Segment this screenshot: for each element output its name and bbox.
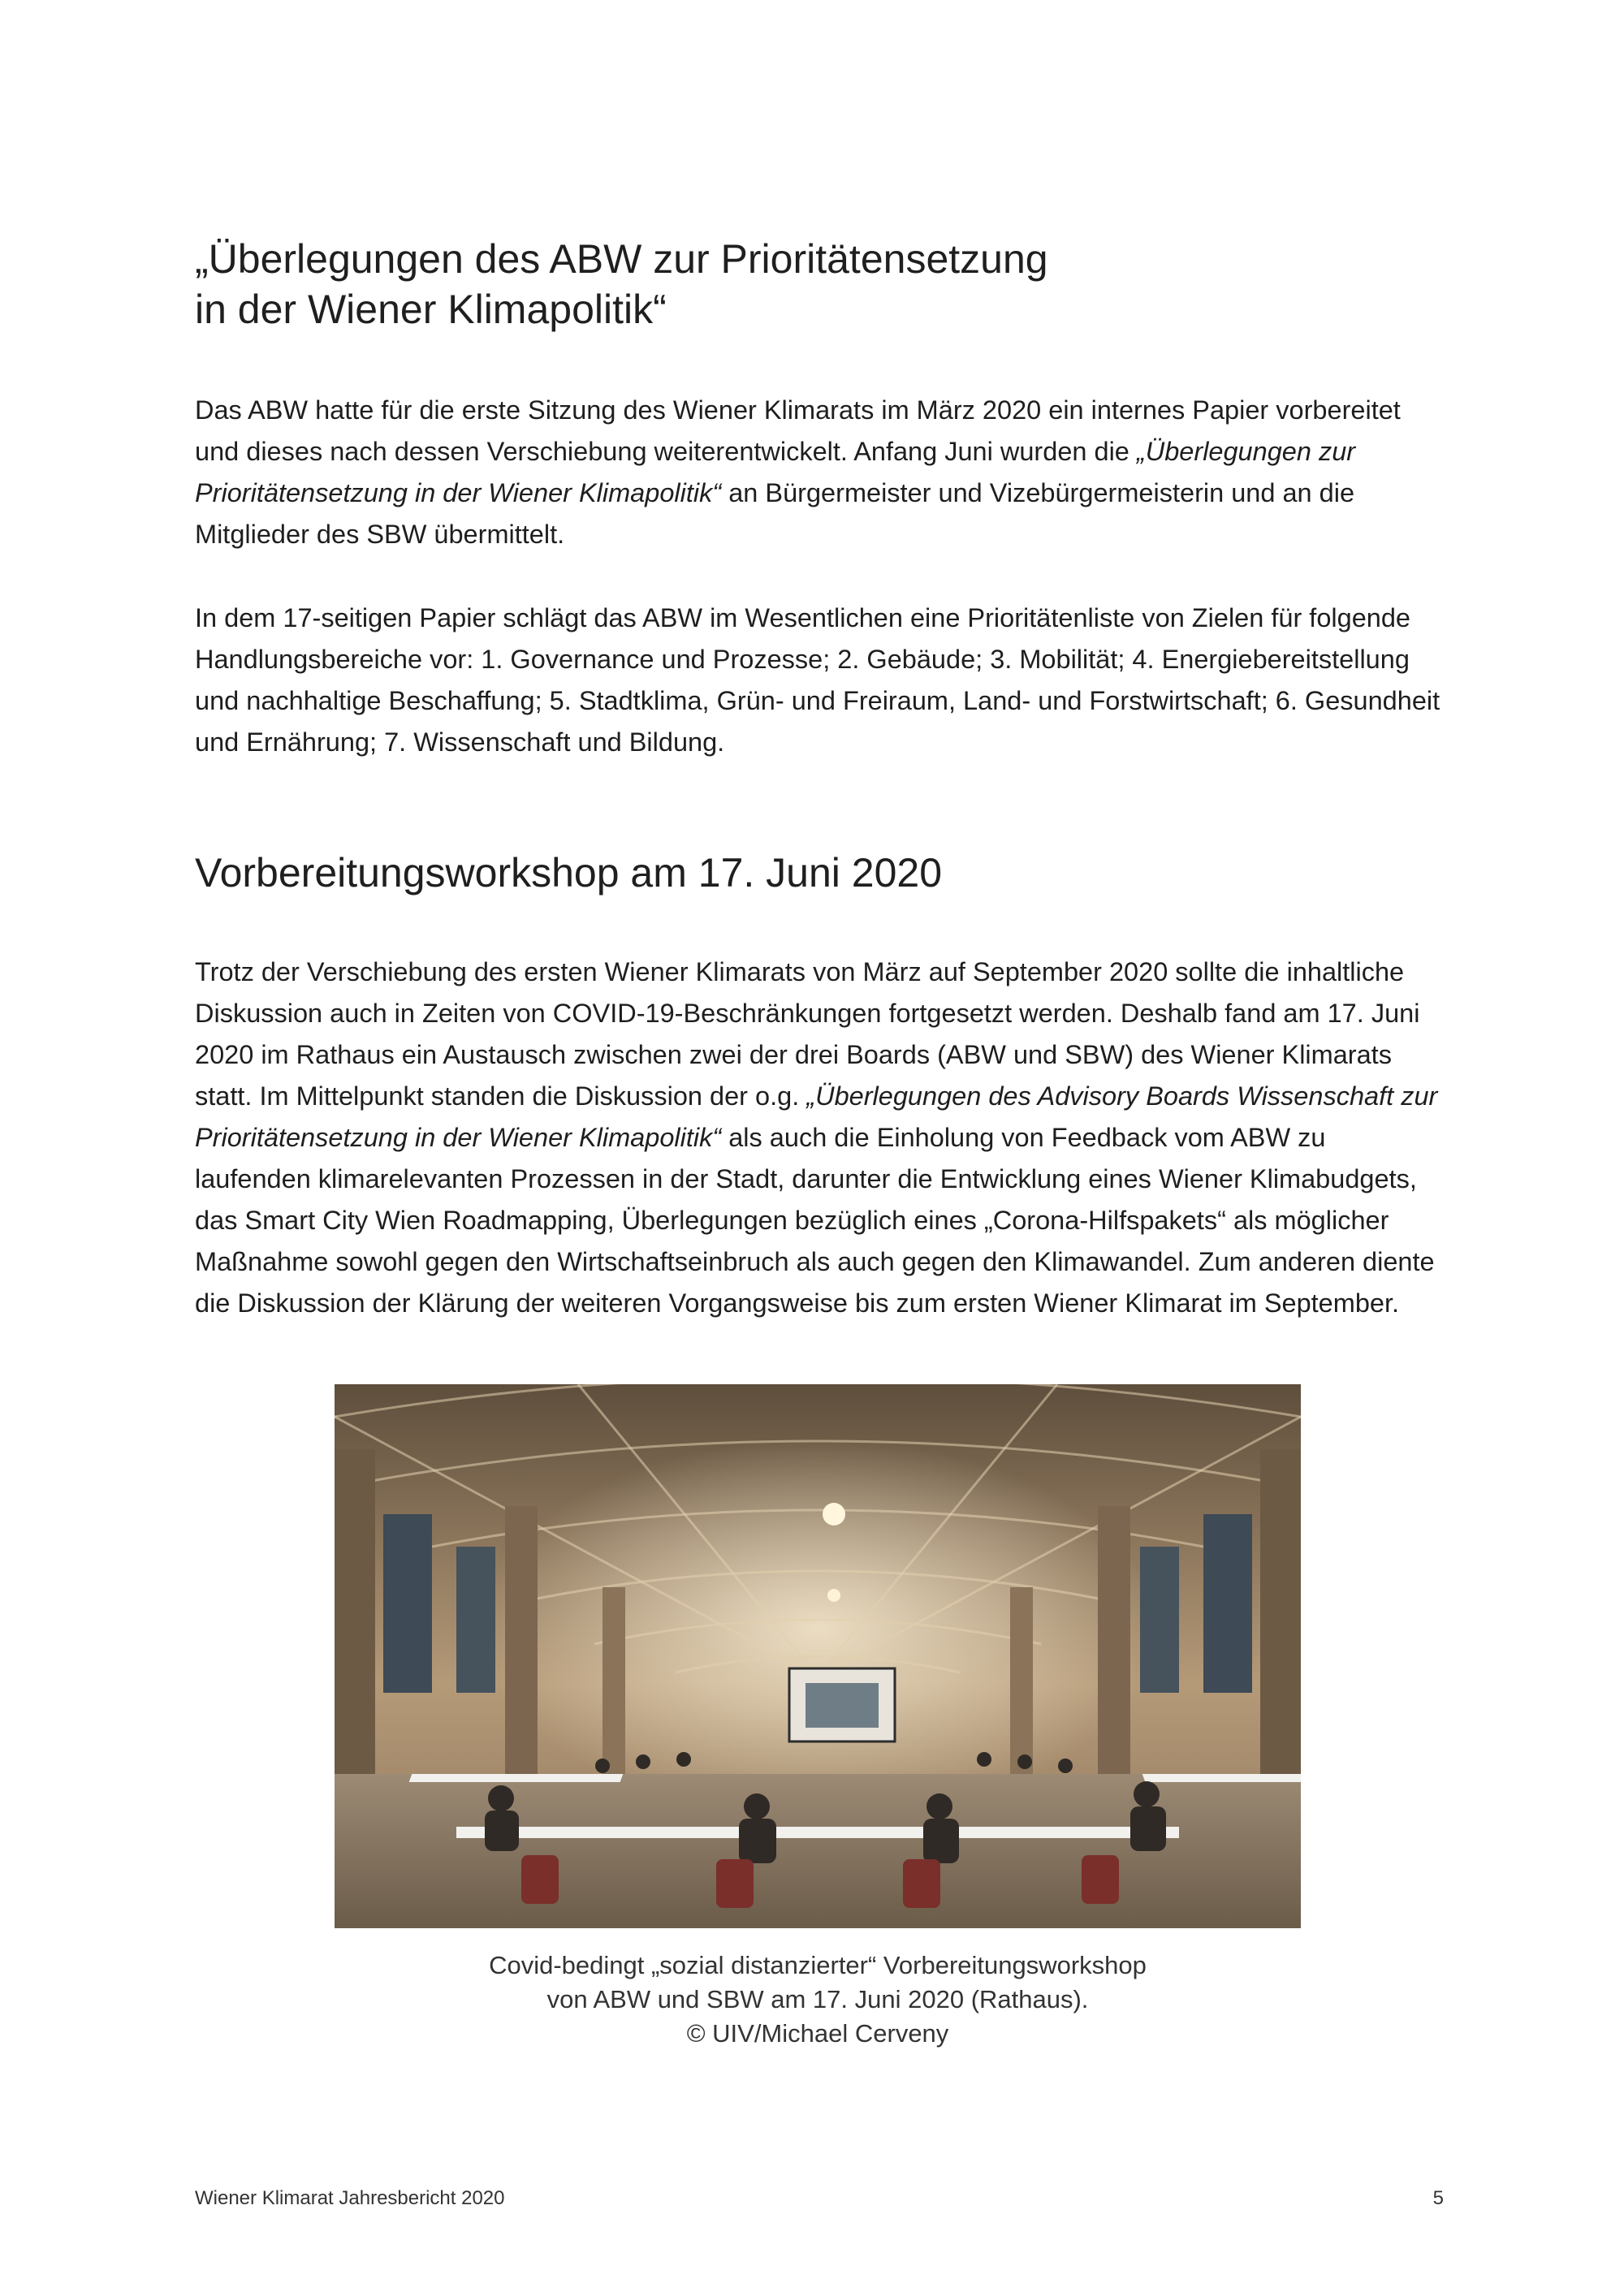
workshop-photo [335,1384,1301,1928]
paragraph-priority-list: In dem 17-seitigen Papier schlägt das ABW im Wesentlichen eine Prioritätenliste von Zielen für folgende Handlungsbereiche vor: 1. Governance und Prozesse; 2. Gebäude; 3. Mobilität; 4. Energiebereitstellung und nachhaltige Beschaffung; 5. Stadtklima, Grün- und Freiraum, Land- und Forstwirtschaft; 6. Gesundheit und Ernährung; 7. Wissenschaft und Bildung. [195,603,1440,757]
section-heading-priorities [195,234,1445,334]
caption-credit: © UIV/Michael Cerveny [686,2019,949,2048]
heading-line-2: in der Wiener Klimapolitik“ [195,287,667,332]
page-number: 5 [1432,2187,1444,2209]
paragraph-workshop [195,952,1445,1324]
paragraph-abw-paper [195,390,1445,555]
paragraph-text: an Bürgermeister und Vizebürgermeisterin und an die Mitglieder des SBW übermittelt. [195,478,1355,549]
paragraph-emphasis: „Überlegungen zur Prioritätensetzung in der Wiener Klimapolitik“ [195,437,1356,507]
caption-line-1: Covid-bedingt „sozial distanzierter“ Vorbereitungsworkshop [489,1951,1147,1979]
figure-caption [335,1949,1301,2051]
paragraph-text: als auch die Einholung von Feedback vom ABW zu laufenden klimarelevanten Prozessen in der Stadt, darunter die Entwicklung eines Wiener Klimabudgets, das Smart City Wien Roadmapping, Überlegungen bezüglich eines „Corona-Hilfspakets“ als möglicher Maßnahme sowohl gegen den Wirtschaftseinbruch als auch gegen den Klimawandel. Zum anderen diente die Diskussion der Klärung der weiteren Vorgangsweise bis zum ersten Wiener Klimarat im September. [195,1123,1435,1318]
page-footer [195,2187,1444,2210]
paragraph-text: Trotz der Verschiebung des ersten Wiener Klimarats von März auf September 2020 sollte die inhaltliche Diskussion auch in Zeiten von COVID-19-Beschränkungen fortgesetzt werden. Deshalb fand am 17. Juni 2020 im Rathaus ein Austausch zwischen zwei der drei Boards (ABW und SBW) des Wiener Klimarats statt. Im Mittelpunkt standen die Diskussion der o.g. [195,957,1420,1111]
section-heading-workshop: Vorbereitungsworkshop am 17. Juni 2020 [195,850,943,896]
caption-line-2: von ABW und SBW am 17. Juni 2020 (Rathaus). [546,1985,1089,2013]
paragraph-emphasis: „Überlegungen des Advisory Boards Wissenschaft zur Prioritätensetzung in der Wiener Klimapolitik“ [195,1081,1438,1152]
footer-title: Wiener Klimarat Jahresbericht 2020 [195,2187,505,2209]
paragraph-text: Das ABW hatte für die erste Sitzung des Wiener Klimarats im März 2020 ein internes Papier vorbereitet und dieses nach dessen Verschiebung weiterentwickelt. Anfang Juni wurden die [195,395,1401,466]
main-content [195,234,1445,1324]
heading-line-1: „Überlegungen des ABW zur Prioritätensetzung [195,236,1048,282]
